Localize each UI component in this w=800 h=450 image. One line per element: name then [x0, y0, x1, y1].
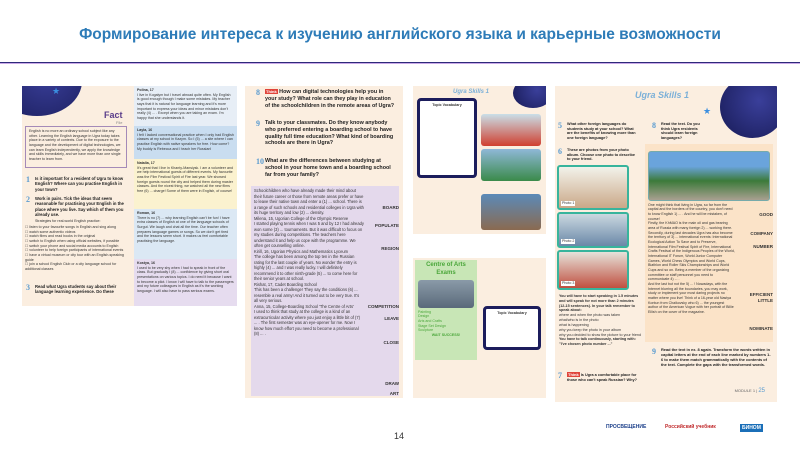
space-illustration [513, 86, 546, 108]
gap-word: DRAW [385, 381, 399, 386]
photo-park [648, 151, 770, 201]
question-7: 7 Think Is Ugra a comfortable place for those who can't speak Russian? Why? [558, 371, 637, 382]
gap-word: EFFICIENT [749, 292, 773, 297]
strategy-checkbox[interactable]: ☐ watch some authentic videos [25, 229, 76, 234]
student-natalia: Natalia, 17 It's great that I live in Khanty-Mansiysk. I am a volunteer and we help international guests of different events. My favourite was the Film Festival Spirit of Fire last year. We showed foreign guests round the city and helped them during master classes. And the nicest thing, we watched all the new films free (6) ... charge! Some of them were in English, of course! [134, 159, 237, 209]
gap-word: LEAVE [384, 316, 399, 321]
strategy-checkbox[interactable]: ☐ have a virtual museum or city tour with an English-speaking guide [25, 253, 124, 262]
centre-title: Centre of Arts Exams [426, 262, 466, 276]
talk-instructions: You will have to start speaking in 1.5 minutes and will speak for not more than 2 minutes (12-15 sentences). In your talk remember to speak about: where and when the photo was taken what/who is in the photo what is happening why you keep the photo in your album why you decided to show the picture to your friend You have to talk continuously, starting with: "I've chosen photo number ..." [559, 294, 641, 347]
strategy-checkbox[interactable]: ☐ join a school English Club or a city language school for additional classes [25, 262, 117, 272]
strategies-label: Strategies for real-world English practice: [35, 219, 101, 223]
gap-word: COMPETITION [367, 304, 399, 309]
student-polina: Polina, 17 I live in Kogalym but I travel abroad quite often. My English is good enough though I make some mistakes. My teacher says that it is natural for language learning and it's more important to express your ideas and minor mistakes don't really (4) ... . Except when you are taking an exam. I'm happy that she understands it. [134, 86, 237, 126]
gap-word: REGION [381, 246, 399, 251]
strategy-checkbox[interactable]: ☐ listen to your favourite songs in English and sing along [25, 225, 116, 229]
photo-1: Photo 1 [557, 165, 629, 210]
strategy-checkbox[interactable]: ☐ volunteer to help foreign participants of international events [25, 248, 124, 253]
space-illustration [720, 86, 777, 138]
student-roman: Roman, 16 There is no (7) ... why learning English can't be fun! I have extra classes of English at one of the language schools of Surgut. We laugh and chat all the time. Our teacher often prepares language games or songs. So we don't get tired and the lessons seem short. It makes us feel comfortable practising the language. [134, 209, 237, 259]
topic-vocabulary-box-2: Topic Vocabulary [483, 306, 541, 350]
gap-word: COMPANY [750, 231, 773, 236]
textbook-page-3b [413, 258, 546, 398]
star-icon: ★ [52, 86, 61, 96]
textbook-page-3a [413, 86, 546, 234]
boarding-school-text: Schoolchildren who have already made their mind about their future career or those from remote areas prefer or have to leave their native town and enter a (1) ... school. There is a range of such schools and residential colleges in Ugra with its huge territory and low (2) ... density. Milena, 15, Ugorian College of the Olympic Reserve I started playing tennis when I was 5 and by 12 I had already won some (3) ... tournaments. But it was difficult to focus on my studies during competitions. The teachers here understand it and help us cope with the programme. We often get counselling online. Kirill, 16, Ugorian Physics and Mathematics Lyceum The college has been among the top ten in the Russian rating for the last couple of years. No wonder the entry is highly (4) ... and I was really lucky. I will definitely recommend it to other ninth-grade (5) ... to come here for their senior years at school. Rishat, 17, Cadet Boarding School This has been a challenge! They say the conditions (6) ... resemble a real army! And it turned out to be very true. It's all very serious. Anna, 15, College-Boarding School 'The Centre of Arts' I used to think that study at the college is a kind of an extracurricular activity where you just enjoy a little bit of (7) ... . The first semester was an eye-opener for me. Now I know how much effort you need to become a professional (8) ... . [251, 186, 399, 396]
textbook-spread-1 [22, 86, 237, 306]
textbook-spread-4 [555, 86, 777, 402]
page-header: Ugra Skills 1 [635, 90, 690, 100]
gap-word: BOARD [382, 205, 399, 210]
question-9: 9 Talk to your classmates. Do they know anybody who preferred entering a boarding school to have quality full time education? What kind of boarding schools are there in Ugra? [256, 119, 394, 147]
question-2: 2 Work in pairs. Tick the ideas that seem reasonable for practising your English in the place where you live. Say which of them you already use. [26, 195, 124, 217]
gap-word: ART [389, 391, 399, 396]
textbook-page-2 [245, 86, 403, 398]
page-header: Ugra Skills 1 [453, 89, 490, 95]
fact-subtitle: File [116, 120, 123, 125]
gap-word: CLOSE [383, 340, 399, 345]
gap-word: LITTLE [757, 298, 773, 303]
photo-3: Photo 3 [557, 250, 629, 290]
question-8: 8 Think How can digital technologies help you in your study? What role can they play in education of the schoolchildren in the remote areas of Ugra? [256, 88, 395, 109]
gap-word: POPULATE [374, 223, 399, 228]
gap-word: GOOD [759, 212, 773, 217]
question-3: 3 Read what Ugra students say about their language learning experience. Do these [26, 283, 117, 295]
fact-file-text: English is no more an ordinary school subject like any other. Learning the English language in Ugra today takes place in a variety of contexts. Due to the exposure to the language and the development of digital technologies, we can learn English independently, we apply the knowledge and skills immediately, and we have more than one single teacher to learn from. [25, 126, 127, 168]
centre-line: Stage Set Design [418, 323, 446, 328]
title-divider [0, 62, 800, 64]
photo-lab [481, 194, 541, 230]
gap-word: NUMBER [753, 244, 773, 249]
photo-art-class [418, 280, 474, 308]
centre-line: Arts and Crafts [418, 318, 442, 323]
strategy-checkbox[interactable]: ☐ switch your phone and social media accounts to English [25, 243, 119, 248]
strategy-checkbox[interactable]: ☐ watch films and read books in the original [25, 234, 96, 239]
topic-vocabulary-box: Topic Vocabulary [417, 98, 477, 178]
centre-line: Design [418, 314, 430, 319]
question-9: 9 Read the text in ex. 8 again. Transform the words written in capital letters at the end of each line marked by numbers 1-6 to make them match grammatically with the contents of the text. Complete the gaps with the transformed words. [652, 347, 771, 367]
question-6: 6 These are photos from your photo album. Choose one photo to describe to your friend. [558, 147, 635, 162]
ugra-languages-text: One might think that living in Ugra, so far from the capital and the borders of the country, you don't need to know English 1) ... . And he will be mistaken, of course! Firstly, the KhMAO is the main oil and gas bearing area of Russia with many foreign 2) ... working there. Secondly, during last decades Ugra has also become the territory of 3) ... international events: International Ecological Action To Save and to Preserve, International Film Festival Spirit of Fire, International Crafts Festival of the Indigenous Peoples of the World, International IT Forum, World Junior Computer Games, World Chess Olympics and World Cups, Biathlon and Roller Skis Championships and World Cups and so on. Being a member of the organizing committee or staff personnel you need to communicate 4) ... . And the last but not the 5) ... ! Nowadays, with the Internet blurring all the boundaries, you may work, study or implement your most daring projects no matter where you live! Think of a 16-year old Nastya Kontun from Chaikovsky who 6) ... the youngest author of the American Vogue with her portrait of Billie Eilish on the cover of the magazine. [645, 144, 773, 342]
centre-line: Painting [418, 309, 431, 314]
student-layla: Layla, 16 I felt I lacked conversational practice when I only had English classes at my school in Kazym. So I (5) ... a site where I can practise English with native speakers for free. How come? My buddy is Rebecca and I teach her Russian! [134, 126, 237, 159]
centre-note: WAIT SUCCESS! [431, 332, 461, 337]
question-1: 1 Is it important for a resident of Ugra to know English? Where can you practise English in your town? [26, 175, 124, 192]
question-5: 5 What other foreign languages do students study at your school? What are the benefits of knowing more than one foreign language? [558, 121, 636, 141]
photo-engineer [481, 149, 541, 181]
gap-word: NOMINATE [749, 326, 773, 331]
slide-title: Формирование интереса к изучению английского языка и карьерные возможности [79, 26, 721, 43]
question-10: 10 What are the differences between studying at school in your home town and a boarding school far from your family? [256, 157, 391, 178]
question-8: 8 Read the text. Do you think Ugra residents should learn foreign languages? [652, 121, 700, 141]
logo-prosveshchenie: ПРОСВЕЩЕНИЕ [606, 424, 647, 430]
strategy-checkbox[interactable]: ☐ switch to English when using official websites, if possible [25, 239, 120, 244]
photo-worker [481, 114, 541, 146]
centre-line: Sculpture [418, 328, 434, 333]
centre-of-arts-box [415, 260, 477, 360]
logo-rossiyskiy-uchebnik: Российский учебник [665, 424, 716, 430]
logo-binom: БИНОМ [742, 425, 761, 431]
photo-2: Photo 2 [557, 212, 629, 248]
strategies-list [25, 225, 127, 272]
slide-number: 14 [394, 431, 405, 441]
fact-title: Fact [104, 110, 123, 120]
footer-module: MODULE 1 | 25 [734, 388, 765, 394]
star-icon: ★ [703, 106, 712, 116]
student-kostya: Kostya, 16 I used to be very shy when I had to speak in front of the class. But gradually I (8) ... confidence by giving short oral presentations on various topics. I do need it because I want to become a pilot. I know I will have to talk to the passengers and my future colleagues in English as it's the working language. I will also have to pass serious exams. [134, 259, 237, 306]
